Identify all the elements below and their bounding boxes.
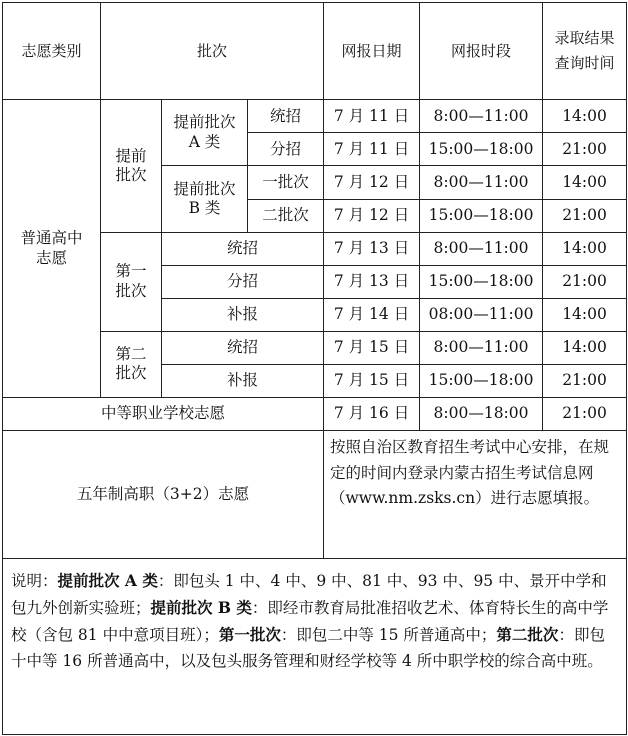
period-cell: 8:00—11:00 bbox=[420, 100, 543, 133]
period-cell: 15:00—18:00 bbox=[420, 265, 543, 298]
footnote-early-b-label: 提前批次 B 类 bbox=[150, 598, 252, 618]
footnote-row bbox=[3, 559, 627, 735]
period-cell: 8:00—11:00 bbox=[420, 232, 543, 265]
period-cell: 08:00—11:00 bbox=[420, 298, 543, 331]
vocational-label: 中等职业学校志愿 bbox=[3, 397, 324, 430]
admission-schedule-table bbox=[2, 2, 627, 735]
period-cell: 8:00—11:00 bbox=[420, 166, 543, 199]
period-cell: 15:00—18:00 bbox=[420, 199, 543, 232]
date-cell: 7 月 11 日 bbox=[324, 133, 420, 166]
result-cell: 14:00 bbox=[543, 166, 627, 199]
type-cell: 统招 bbox=[162, 331, 324, 364]
type-cell: 二批次 bbox=[248, 199, 324, 232]
type-cell: 一批次 bbox=[248, 166, 324, 199]
footnote-second-label: 第二批次 bbox=[496, 624, 559, 644]
date-cell: 7 月 12 日 bbox=[324, 199, 420, 232]
date-cell: 7 月 15 日 bbox=[324, 364, 420, 397]
period-cell: 15:00—18:00 bbox=[420, 133, 543, 166]
first-batch-label: 第一 批次 bbox=[101, 232, 162, 331]
five-year-note: 按照自治区教育招生考试中心安排，在规定的时间内登录内蒙古招生考试信息网（www.nm.zsks.cn）进行志愿填报。 bbox=[324, 431, 627, 559]
type-cell: 统招 bbox=[248, 100, 324, 133]
result-cell: 21:00 bbox=[543, 397, 627, 430]
type-cell: 分招 bbox=[248, 133, 324, 166]
header-row bbox=[3, 3, 627, 100]
date-cell: 7 月 14 日 bbox=[324, 298, 420, 331]
type-cell: 统招 bbox=[162, 232, 324, 265]
second-batch-label: 第二 批次 bbox=[101, 331, 162, 397]
result-cell: 14:00 bbox=[543, 298, 627, 331]
header-period: 网报时段 bbox=[420, 3, 543, 100]
result-cell: 21:00 bbox=[543, 199, 627, 232]
period-cell: 8:00—18:00 bbox=[420, 397, 543, 430]
date-cell: 7 月 12 日 bbox=[324, 166, 420, 199]
general-high-school-label: 普通高中 志愿 bbox=[3, 100, 101, 398]
period-cell: 15:00—18:00 bbox=[420, 364, 543, 397]
header-result-time-line1: 录取结果 bbox=[554, 28, 615, 47]
type-cell: 补报 bbox=[162, 364, 324, 397]
early-b-label: 提前批次 B 类 bbox=[162, 166, 248, 232]
early-batch-label: 提前 批次 bbox=[101, 100, 162, 232]
type-cell: 补报 bbox=[162, 298, 324, 331]
period-cell: 8:00—11:00 bbox=[420, 331, 543, 364]
table-row bbox=[3, 397, 627, 430]
header-batch: 批次 bbox=[101, 3, 324, 100]
type-cell: 分招 bbox=[162, 265, 324, 298]
header-date: 网报日期 bbox=[324, 3, 420, 100]
date-cell: 7 月 15 日 bbox=[324, 331, 420, 364]
date-cell: 7 月 11 日 bbox=[324, 100, 420, 133]
date-cell: 7 月 16 日 bbox=[324, 397, 420, 430]
header-result-time-line2: 查询时间 bbox=[554, 54, 615, 73]
result-cell: 14:00 bbox=[543, 232, 627, 265]
date-cell: 7 月 13 日 bbox=[324, 265, 420, 298]
five-year-label: 五年制高职（3+2）志愿 bbox=[3, 431, 324, 559]
result-cell: 14:00 bbox=[543, 331, 627, 364]
table-row bbox=[3, 431, 627, 559]
result-cell: 21:00 bbox=[543, 265, 627, 298]
result-cell: 21:00 bbox=[543, 133, 627, 166]
header-category: 志愿类别 bbox=[3, 3, 101, 100]
header-result-time bbox=[543, 3, 627, 100]
date-cell: 7 月 13 日 bbox=[324, 232, 420, 265]
footnote-first-label: 第一批次 bbox=[218, 624, 281, 644]
early-a-label: 提前批次 A 类 bbox=[162, 100, 248, 166]
footnote-early-a-label: 提前批次 A 类 bbox=[57, 571, 158, 591]
result-cell: 21:00 bbox=[543, 364, 627, 397]
result-cell: 14:00 bbox=[543, 100, 627, 133]
table-row bbox=[3, 100, 627, 133]
footnote: 说明：提前批次 A 类：即包头 1 中、4 中、9 中、81 中、93 中、95 中、景开中学和包九外创新实验班；提前批次 B 类：即经市教育局批准招收艺术、体育特长生的高中学校（含包 81 中中意项目班）；第一批次：即包二中等 15 所普通高中；第二批次：即包十中等 16 所普通高中，以及包头服务管理和财经学校等 4 所中职学校的综合高中班。 bbox=[3, 559, 627, 735]
